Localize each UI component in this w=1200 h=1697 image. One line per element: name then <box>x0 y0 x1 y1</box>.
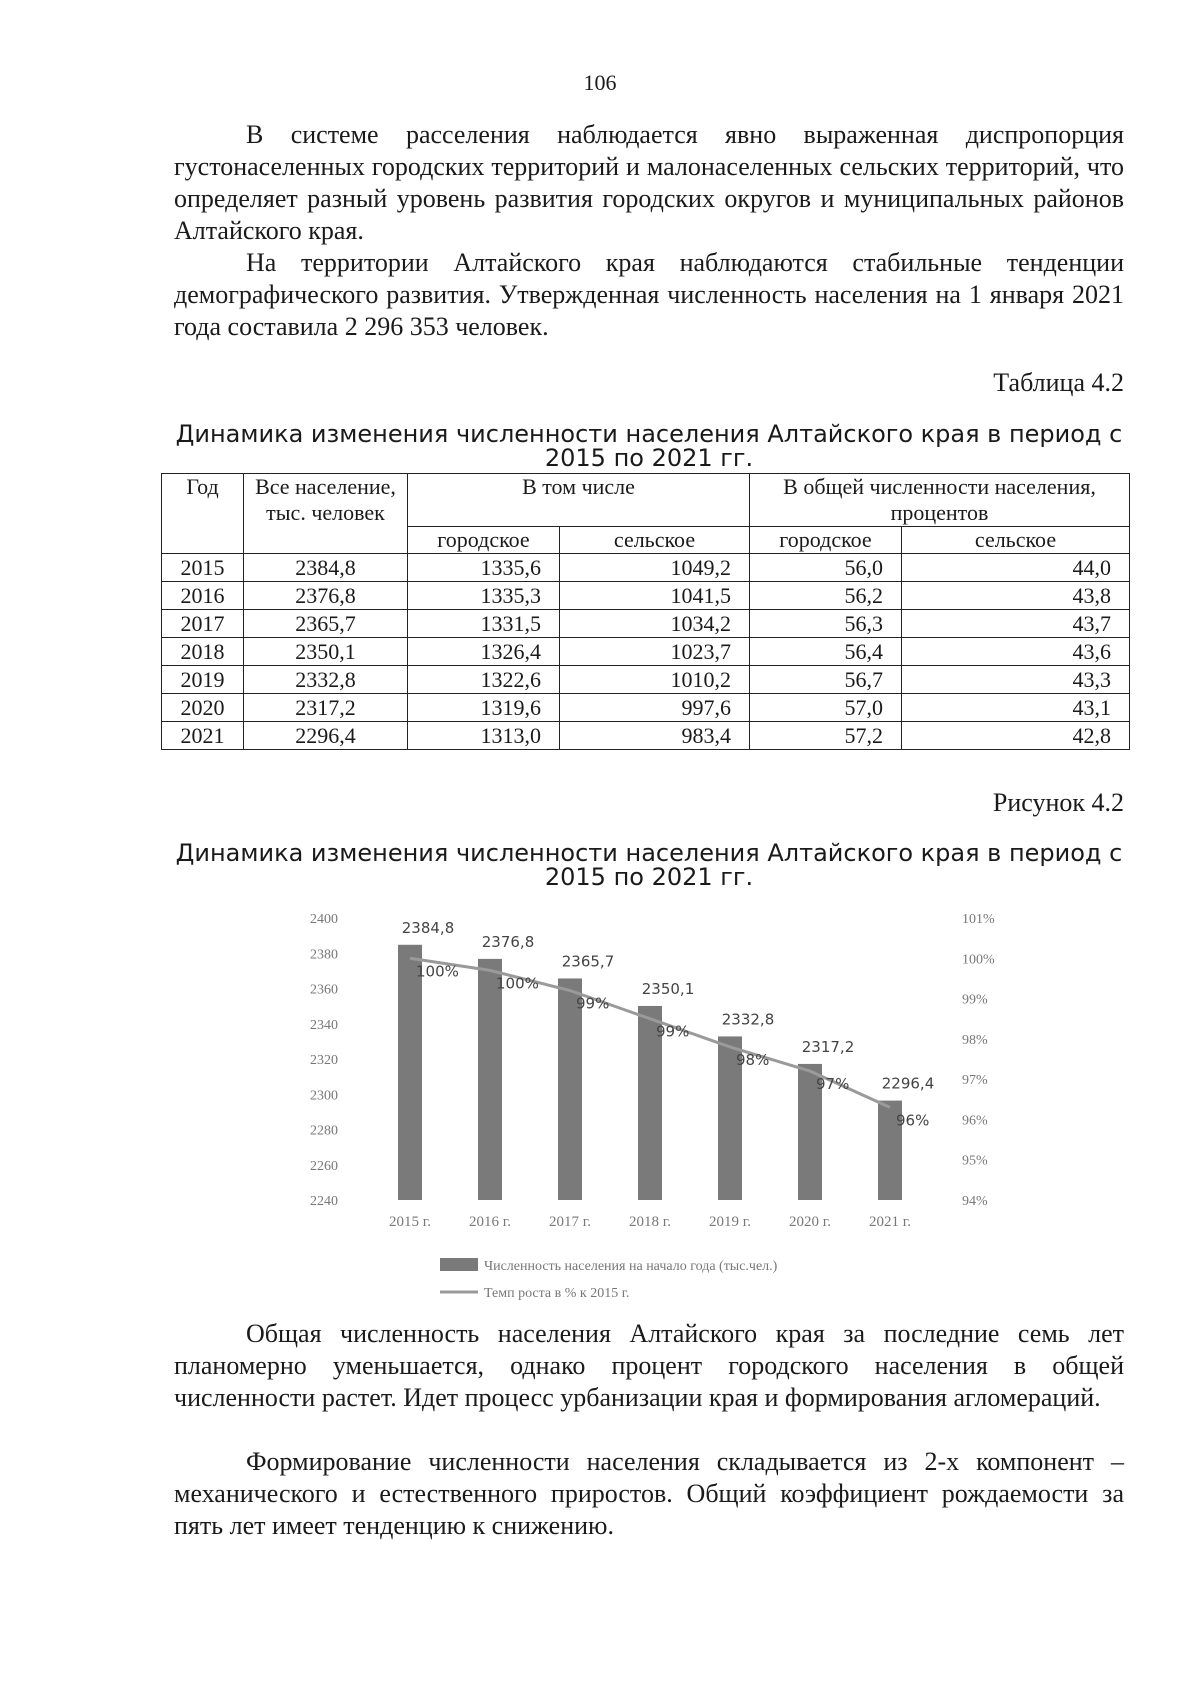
conclusion-paragraph-1: Общая численность населения Алтайского края за последние семь лет планомерно уменьшается, однако процент городского населения в общей численности растет. Идет процесс урбанизации края и формирования агломераций. <box>174 1319 1124 1412</box>
x-tick-label: 2021 г. <box>869 1214 911 1230</box>
bar-value-label: 2332,8 <box>721 1010 775 1029</box>
table-cell: 43,8 <box>902 582 1130 610</box>
header-rural-share: сельское <box>902 527 1130 554</box>
table-cell: 1319,6 <box>408 694 560 722</box>
table-row <box>162 638 1130 666</box>
table-cell: 1034,2 <box>560 610 750 638</box>
y-tick-label: 2400 <box>310 912 338 927</box>
table-cell: 983,4 <box>560 722 750 750</box>
population-table <box>161 473 1130 750</box>
table-caption: Динамика изменения численности населения Алтайского края в период с 2015 по 2021 гг. <box>175 420 1123 472</box>
table-cell: 56,0 <box>750 554 902 582</box>
y2-tick-label: 97% <box>962 1073 988 1089</box>
table-cell: 42,8 <box>902 722 1130 750</box>
table-cell: 1335,3 <box>408 582 560 610</box>
table-cell: 1313,0 <box>408 722 560 750</box>
table-cell: 43,7 <box>902 610 1130 638</box>
x-tick-label: 2015 г. <box>389 1214 431 1230</box>
y2-tick-label: 100% <box>962 952 995 968</box>
table-cell: 43,6 <box>902 638 1130 666</box>
legend-line-label: Темп роста в % к 2015 г. <box>484 1286 630 1301</box>
table-cell: 2021 <box>162 722 244 750</box>
table-cell: 1322,6 <box>408 666 560 694</box>
y2-tick-label: 101% <box>962 912 995 927</box>
table-cell: 1010,2 <box>560 666 750 694</box>
y2-tick-label: 95% <box>962 1153 988 1169</box>
table-cell: 1326,4 <box>408 638 560 666</box>
bar-value-label: 2350,1 <box>641 979 695 998</box>
table-cell: 56,2 <box>750 582 902 610</box>
header-share: В общей численности населения, процентов <box>750 474 1130 527</box>
table-row <box>162 554 1130 582</box>
bar-value-label: 2365,7 <box>561 952 615 971</box>
table-cell: 2020 <box>162 694 244 722</box>
header-including: В том числе <box>408 474 750 527</box>
conclusion-paragraph-2: Формирование численности населения складывается из 2-х компонент – механического и естественного приростов. Общий коэффициент рождаемости за пять лет имеет тенденцию к снижению. <box>174 1447 1124 1540</box>
bar-value-label: 2376,8 <box>481 932 535 951</box>
x-tick-label: 2017 г. <box>549 1214 591 1230</box>
table-cell: 1335,6 <box>408 554 560 582</box>
table-cell: 44,0 <box>902 554 1130 582</box>
population-chart <box>290 900 995 1330</box>
table-cell: 2015 <box>162 554 244 582</box>
table-cell: 997,6 <box>560 694 750 722</box>
table-cell: 2017 <box>162 610 244 638</box>
line-value-label: 99% <box>576 994 610 1013</box>
bar-value-label: 2317,2 <box>801 1037 855 1056</box>
table-cell: 2384,8 <box>244 554 408 582</box>
y-tick-label: 2280 <box>310 1123 338 1139</box>
line-value-label: 99% <box>656 1022 690 1041</box>
table-cell: 2365,7 <box>244 610 408 638</box>
table-cell: 2019 <box>162 666 244 694</box>
header-rural-count: сельское <box>560 527 750 554</box>
y-tick-label: 2320 <box>310 1053 338 1068</box>
x-tick-label: 2018 г. <box>629 1214 671 1230</box>
legend-bar-label: Численность населения на начало года (тыс.чел.) <box>484 1259 778 1274</box>
y-tick-label: 2260 <box>310 1158 338 1174</box>
table-cell: 43,1 <box>902 694 1130 722</box>
y-tick-label: 2380 <box>310 947 338 963</box>
table-row <box>162 694 1130 722</box>
y-tick-label: 2360 <box>310 982 338 998</box>
line-value-label: 96% <box>896 1111 930 1130</box>
table-cell: 57,2 <box>750 722 902 750</box>
line-value-label: 100% <box>496 974 539 993</box>
header-year: Год <box>162 474 244 554</box>
table-row <box>162 722 1130 750</box>
table-cell: 2018 <box>162 638 244 666</box>
y-tick-label: 2300 <box>310 1088 338 1104</box>
table-cell: 57,0 <box>750 694 902 722</box>
legend-bar-swatch <box>440 1258 478 1271</box>
table-cell: 2296,4 <box>244 722 408 750</box>
table-cell: 1049,2 <box>560 554 750 582</box>
line-value-label: 100% <box>416 962 459 981</box>
header-urban-share: городское <box>750 527 902 554</box>
table-label: Таблица 4.2 <box>993 368 1124 397</box>
table-cell: 56,3 <box>750 610 902 638</box>
bar-value-label: 2384,8 <box>401 918 455 937</box>
table-row <box>162 610 1130 638</box>
table-cell: 56,4 <box>750 638 902 666</box>
y-tick-label: 2340 <box>310 1017 338 1033</box>
y2-tick-label: 96% <box>962 1113 988 1129</box>
table-row <box>162 666 1130 694</box>
intro-paragraph-2: На территории Алтайского края наблюдаются стабильные тенденции демографического развития. Утвержденная численность населения на 1 января 2021 года составила 2 296 353 человек. <box>174 248 1124 341</box>
table-cell: 2376,8 <box>244 582 408 610</box>
y2-tick-label: 98% <box>962 1032 988 1048</box>
bar-value-label: 2296,4 <box>881 1074 935 1093</box>
y2-tick-label: 99% <box>962 992 988 1008</box>
figure-label: Рисунок 4.2 <box>992 788 1124 817</box>
table-cell: 2350,1 <box>244 638 408 666</box>
y-tick-label: 2240 <box>310 1194 338 1209</box>
header-total: Все население, тыс. человек <box>244 474 408 554</box>
table-cell: 43,3 <box>902 666 1130 694</box>
intro-paragraph-1: В системе расселения наблюдается явно выраженная диспропорция густонаселенных городских территорий и малонаселенных сельских территорий, что определяет разный уровень развития городских округов и муниципальных районов Алтайского края. <box>174 120 1124 245</box>
table-cell: 1331,5 <box>408 610 560 638</box>
table-cell: 2332,8 <box>244 666 408 694</box>
y2-tick-label: 94% <box>962 1194 988 1209</box>
x-tick-label: 2016 г. <box>469 1214 511 1230</box>
x-tick-label: 2019 г. <box>709 1214 751 1230</box>
table-cell: 56,7 <box>750 666 902 694</box>
header-urban-count: городское <box>408 527 560 554</box>
bar <box>478 959 502 1200</box>
table-row <box>162 582 1130 610</box>
table-cell: 2016 <box>162 582 244 610</box>
table-cell: 1041,5 <box>560 582 750 610</box>
line-value-label: 97% <box>816 1075 850 1094</box>
bar <box>398 945 422 1200</box>
figure-caption: Динамика изменения численности населения Алтайского края в период с 2015 по 2021 гг. <box>175 839 1123 891</box>
line-value-label: 98% <box>736 1050 770 1069</box>
x-tick-label: 2020 г. <box>789 1214 831 1230</box>
page-number: 106 <box>583 70 617 95</box>
table-cell: 2317,2 <box>244 694 408 722</box>
table-cell: 1023,7 <box>560 638 750 666</box>
